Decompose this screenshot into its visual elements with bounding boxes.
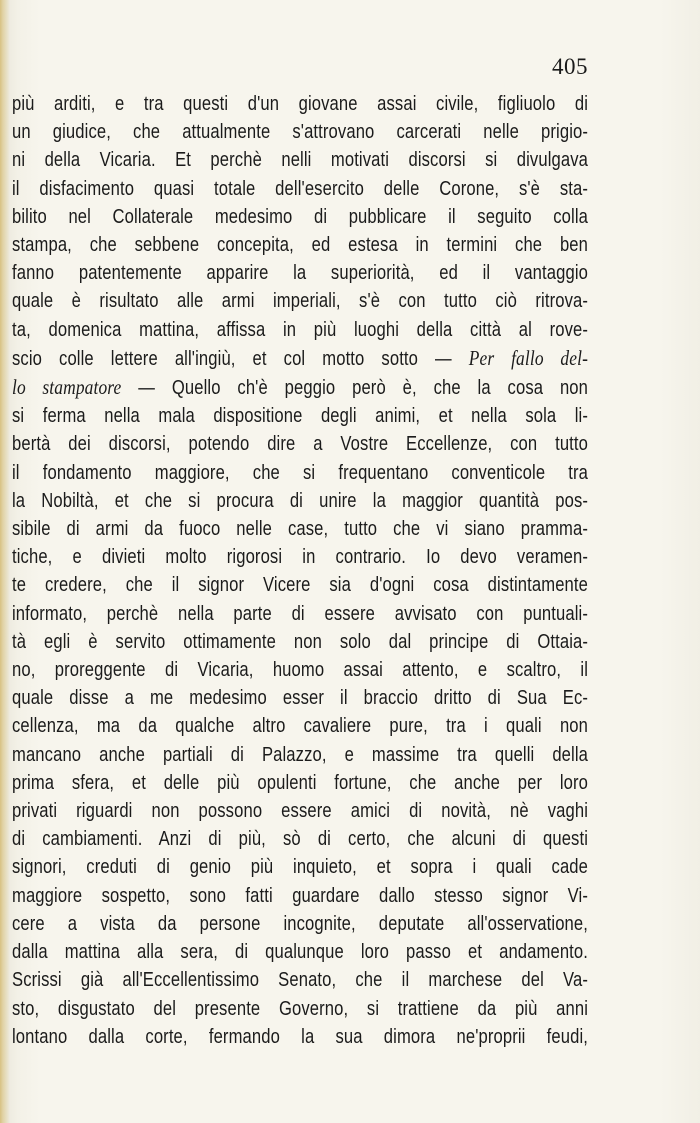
text-segment: più arditi, e tra questi d'un giovane assai civile, figliuolo di bbox=[12, 93, 589, 115]
text-line bbox=[12, 995, 588, 1023]
text-segment: te credere, che il signor Vicere sia d'ogni cosa distintamente bbox=[12, 574, 589, 597]
text-segment: il fondamento maggiore, che si frequentano conventicole tra bbox=[12, 461, 589, 484]
text-segment: ta, domenica mattina, affissa in più luoghi della città al rove- bbox=[12, 318, 589, 341]
text-segment: prima sfera, et delle più opulenti fortune, che anche per loro bbox=[12, 771, 589, 794]
text-line bbox=[12, 853, 588, 881]
text-segment: bertà dei discorsi, potendo dire a Vostre Eccellenze, con tutto bbox=[12, 433, 589, 456]
text-line bbox=[12, 287, 588, 315]
text-line bbox=[12, 402, 588, 430]
text-line bbox=[12, 118, 588, 146]
text-line bbox=[12, 769, 588, 797]
text-segment: stampa, che sebbene concepita, ed estesa in termini che ben bbox=[12, 234, 589, 257]
text-segment: scio colle lettere all'ingiù, et col motto sotto — bbox=[12, 347, 469, 370]
text-line bbox=[12, 966, 588, 994]
italic-text: Per fallo del- bbox=[468, 345, 589, 370]
text-segment: informato, perchè nella parte di essere avvisato con puntuali- bbox=[12, 602, 589, 625]
text-line bbox=[12, 712, 588, 740]
text-segment: si ferma nella mala dispositione degli animi, et nella sola li- bbox=[12, 405, 589, 428]
text-segment: no, proreggente di Vicaria, huomo assai attento, e scaltro, il bbox=[12, 659, 589, 682]
page-gutter-edge bbox=[0, 0, 10, 1123]
text-segment: ni della Vicaria. Et perchè nelli motivati discorsi si divulgava bbox=[12, 149, 589, 172]
text-line bbox=[12, 175, 588, 203]
text-line bbox=[12, 231, 588, 259]
body-text bbox=[12, 90, 589, 1051]
text-line bbox=[12, 259, 588, 287]
page-number: 405 bbox=[552, 54, 588, 79]
text-line bbox=[12, 203, 588, 231]
text-line bbox=[12, 515, 588, 543]
text-line bbox=[12, 316, 588, 344]
text-segment: bilito nel Collaterale medesimo di pubblicare il seguito colla bbox=[12, 205, 589, 228]
text-segment: dalla mattina alla sera, di qualunque loro passo et andamento. bbox=[12, 941, 589, 964]
text-line bbox=[12, 684, 588, 712]
text-line bbox=[12, 938, 588, 966]
text-line bbox=[12, 373, 588, 402]
italic-text: lo stampatore bbox=[12, 375, 122, 400]
text-segment: signori, creduti di genio più inquieto, et sopra i quali cade bbox=[12, 856, 589, 879]
text-segment: la Nobiltà, et che si procura di unire la maggior quantità pos- bbox=[12, 489, 589, 512]
text-line bbox=[12, 797, 588, 825]
text-line bbox=[12, 571, 588, 599]
text-line bbox=[12, 882, 588, 910]
text-line bbox=[12, 741, 588, 769]
text-line bbox=[12, 459, 588, 487]
text-segment: mancano anche partiali di Palazzo, e massime tra quelli della bbox=[12, 743, 589, 766]
text-segment: cere a vista da persone incognite, deputate all'osservatione, bbox=[12, 912, 589, 935]
text-segment: il disfacimento quasi totale dell'esercito delle Corone, s'è sta- bbox=[12, 177, 589, 200]
text-segment: cellenza, ma da qualche altro cavaliere pure, tra i quali non bbox=[12, 715, 589, 738]
text-segment: sibile di armi da fuoco nelle case, tutto che vi siano pramma- bbox=[12, 518, 589, 541]
text-segment: quale disse a me medesimo esser il braccio dritto di Sua Ec- bbox=[12, 687, 589, 710]
text-segment: un giudice, che attualmente s'attrovano carcerati nelle prigio- bbox=[12, 121, 589, 144]
text-line bbox=[12, 656, 588, 684]
text-line bbox=[12, 146, 588, 174]
text-segment: maggiore sospetto, sono fatti guardare dallo stesso signor Vi- bbox=[12, 884, 589, 907]
text-segment: quale è risultato alle armi imperiali, s'è con tutto ciò ritrova- bbox=[12, 290, 589, 313]
text-segment: privati riguardi non possono essere amici di novità, nè vaghi bbox=[12, 800, 589, 823]
text-segment: di cambiamenti. Anzi di più, sò di certo, che alcuni di questi bbox=[12, 828, 589, 851]
text-segment: tà egli è servito ottimamente non solo dal principe di Ottaia- bbox=[12, 630, 589, 653]
text-line bbox=[12, 1023, 588, 1051]
text-segment: sto, disgustato del presente Governo, si trattiene da più anni bbox=[12, 997, 589, 1020]
text-segment: lontano dalla corte, fermando la sua dimora ne'proprii feudi, bbox=[12, 1025, 589, 1048]
text-line bbox=[12, 825, 588, 853]
text-segment: Scrissi già all'Eccellentissimo Senato, che il marchese del Va- bbox=[12, 969, 589, 992]
text-line bbox=[12, 600, 588, 628]
text-line bbox=[12, 487, 588, 515]
text-line bbox=[12, 344, 588, 373]
text-line bbox=[12, 543, 588, 571]
text-segment: — Quello ch'è peggio però è, che la cosa non bbox=[121, 377, 589, 400]
text-line bbox=[12, 628, 588, 656]
text-line bbox=[12, 90, 588, 118]
text-line bbox=[12, 430, 588, 458]
text-segment: tiche, e divieti molto rigorosi in contrario. Io devo veramen- bbox=[12, 546, 589, 569]
text-line bbox=[12, 910, 588, 938]
text-segment: fanno patentemente apparire la superiorità, ed il vantaggio bbox=[12, 262, 589, 285]
